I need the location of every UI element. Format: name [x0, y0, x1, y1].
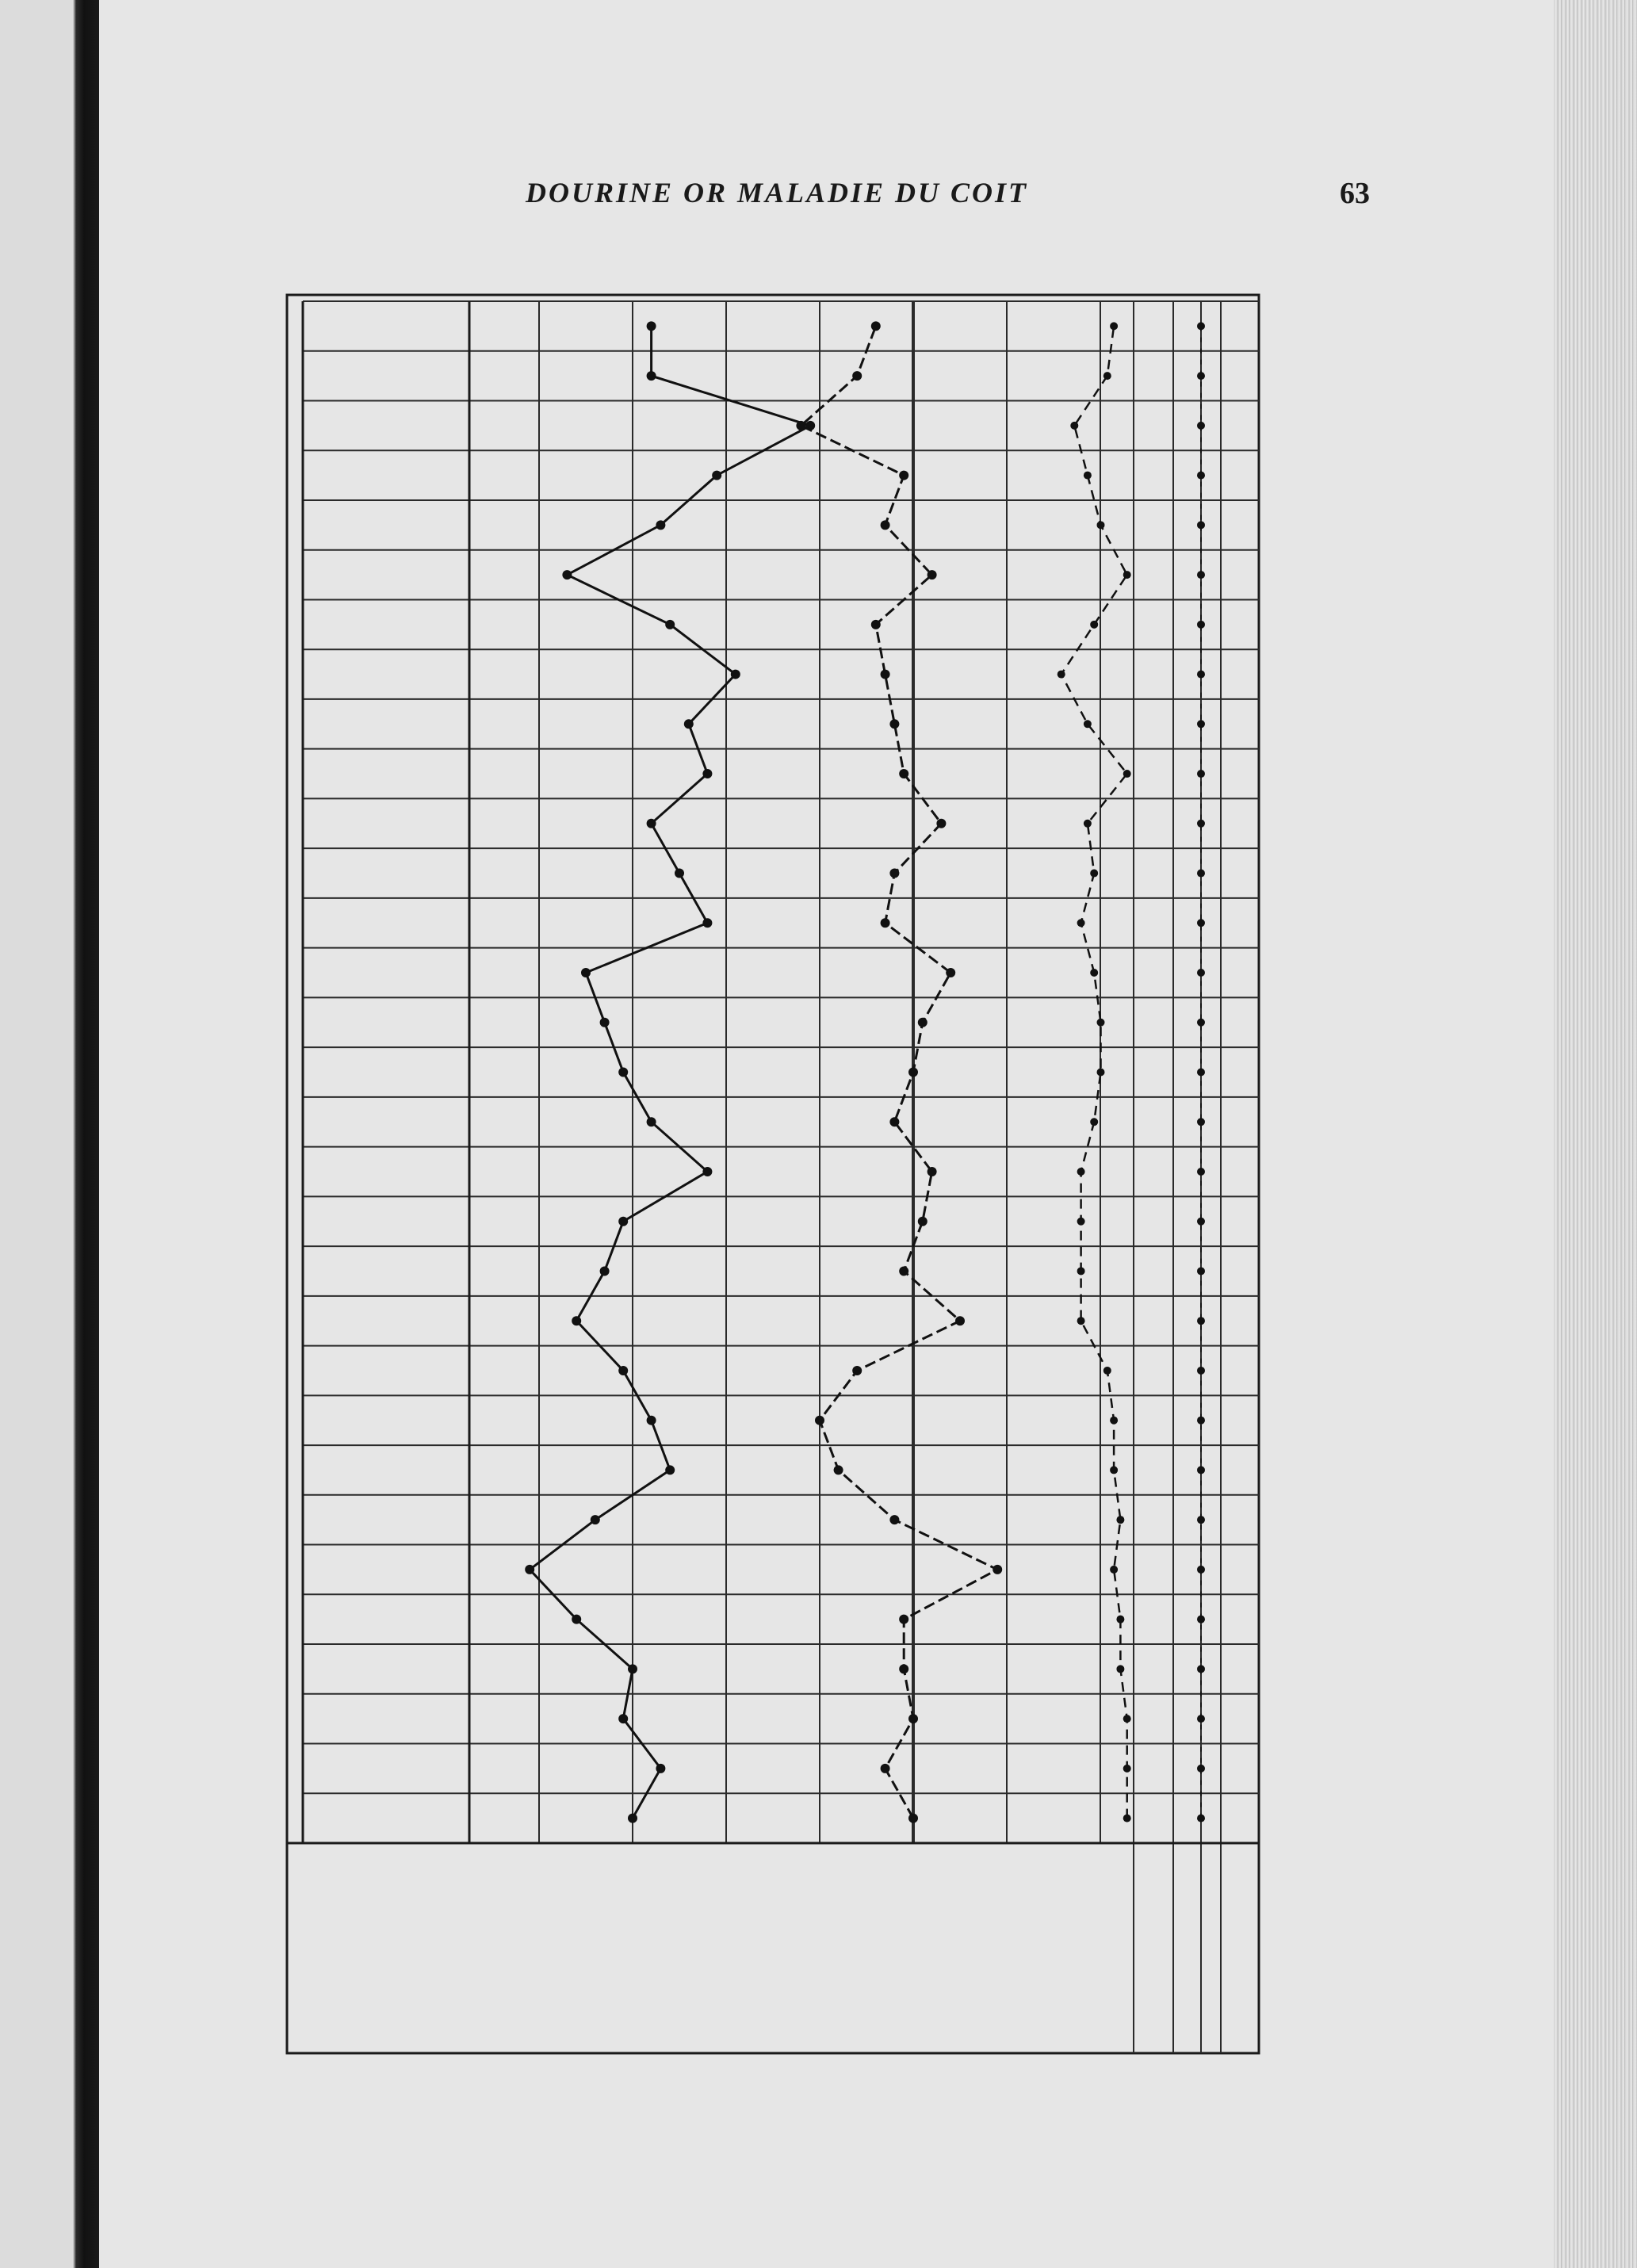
series-point-0	[591, 1515, 600, 1524]
series-point-1	[928, 570, 937, 579]
series-point-0	[581, 968, 591, 977]
series-point-0	[684, 719, 694, 729]
series-point-3	[1197, 571, 1205, 579]
series-point-1	[899, 1615, 908, 1624]
series-point-2	[1077, 1168, 1085, 1176]
series-point-0	[731, 670, 740, 679]
series-point-2	[1123, 1765, 1131, 1773]
series-point-3	[1197, 671, 1205, 679]
series-point-3	[1197, 919, 1205, 927]
series-point-0	[647, 1117, 656, 1126]
series-point-3	[1197, 770, 1205, 778]
series-point-1	[918, 1018, 928, 1027]
series-point-1	[881, 670, 890, 679]
chart-grid	[287, 295, 1259, 2053]
series-point-0	[647, 1416, 656, 1425]
series-point-0	[600, 1018, 610, 1027]
series-point-2	[1070, 422, 1078, 430]
series-point-2	[1084, 472, 1092, 480]
series-point-0	[618, 1366, 628, 1375]
series-point-3	[1197, 720, 1205, 728]
series-point-0	[572, 1615, 581, 1624]
series-point-2	[1123, 1815, 1131, 1822]
chart-frame	[287, 295, 1259, 2053]
series-point-3	[1197, 1516, 1205, 1524]
series-point-0	[665, 1465, 675, 1474]
series-point-2	[1077, 1218, 1085, 1226]
series-point-0	[647, 819, 656, 828]
series-point-0	[618, 1217, 628, 1226]
series-point-1	[889, 719, 899, 729]
series-point-2	[1090, 1118, 1098, 1126]
series-point-0	[665, 620, 675, 629]
series-point-1	[871, 321, 881, 331]
series-point-2	[1110, 322, 1118, 330]
series-point-1	[881, 918, 890, 927]
series-point-3	[1197, 1665, 1205, 1673]
series-point-1	[946, 968, 955, 977]
series-point-2	[1077, 1267, 1085, 1275]
series-point-0	[702, 918, 712, 927]
series-point-1	[899, 1266, 908, 1276]
series-point-2	[1084, 720, 1092, 728]
series-point-0	[656, 520, 665, 530]
series-point-1	[936, 819, 946, 828]
series-point-0	[647, 371, 656, 381]
series-point-0	[702, 769, 712, 778]
series-point-0	[572, 1316, 581, 1325]
series-point-1	[852, 1366, 862, 1375]
series-point-2	[1077, 919, 1085, 927]
series-point-2	[1103, 372, 1111, 380]
series-point-2	[1097, 521, 1105, 529]
series-point-1	[852, 371, 862, 381]
series-point-3	[1197, 1367, 1205, 1375]
series-point-3	[1197, 422, 1205, 430]
series-point-0	[618, 1714, 628, 1723]
series-point-2	[1097, 1019, 1105, 1027]
series-point-3	[1197, 1069, 1205, 1077]
series-point-1	[834, 1465, 843, 1474]
running-head: DOURINE OR MALADIE DU COIT	[525, 177, 1029, 208]
series-point-1	[881, 1764, 890, 1773]
series-point-2	[1084, 820, 1092, 828]
series-point-2	[1116, 1516, 1124, 1524]
series-point-2	[1090, 870, 1098, 878]
series-point-0	[675, 869, 684, 878]
series-point-1	[908, 1068, 918, 1077]
series-point-3	[1197, 1218, 1205, 1226]
series-point-1	[881, 520, 890, 530]
series-point-0	[600, 1266, 610, 1276]
series-point-1	[796, 421, 805, 430]
series-point-3	[1197, 1765, 1205, 1773]
series-point-1	[955, 1316, 965, 1325]
series-point-3	[1197, 1616, 1205, 1624]
series-point-3	[1197, 1317, 1205, 1325]
series-point-0	[618, 1068, 628, 1077]
series-point-3	[1197, 870, 1205, 878]
series-point-3	[1197, 1815, 1205, 1822]
series-point-3	[1197, 820, 1205, 828]
series-point-2	[1110, 1566, 1118, 1574]
series-point-3	[1197, 1168, 1205, 1176]
series-point-1	[918, 1217, 928, 1226]
series-point-3	[1197, 372, 1205, 380]
series-point-3	[1197, 322, 1205, 330]
series-point-1	[889, 869, 899, 878]
series-point-3	[1197, 1019, 1205, 1027]
series-point-1	[871, 620, 881, 629]
series-point-0	[702, 1167, 712, 1176]
series-point-2	[1110, 1417, 1118, 1425]
series-point-2	[1123, 571, 1131, 579]
series-point-0	[656, 1764, 665, 1773]
series-point-2	[1090, 969, 1098, 977]
series-point-1	[899, 769, 908, 778]
series-point-0	[525, 1565, 534, 1574]
series-point-2	[1123, 770, 1131, 778]
series-point-0	[628, 1664, 637, 1673]
series-point-2	[1090, 621, 1098, 629]
series-point-0	[712, 471, 721, 480]
series-point-1	[993, 1565, 1002, 1574]
series-point-1	[908, 1714, 918, 1723]
series-point-2	[1123, 1715, 1131, 1723]
series-point-0	[628, 1814, 637, 1823]
series-point-2	[1097, 1069, 1105, 1077]
series-point-2	[1110, 1466, 1118, 1474]
series-point-2	[1058, 671, 1065, 679]
series-point-3	[1197, 1118, 1205, 1126]
chart-series	[525, 321, 1205, 1822]
series-point-3	[1197, 521, 1205, 529]
series-point-3	[1197, 969, 1205, 977]
series-point-3	[1197, 1466, 1205, 1474]
series-point-2	[1103, 1367, 1111, 1375]
series-point-3	[1197, 1417, 1205, 1425]
series-point-1	[899, 1664, 908, 1673]
series-point-2	[1116, 1665, 1124, 1673]
series-point-1	[899, 471, 908, 480]
series-point-0	[562, 570, 572, 579]
series-point-1	[815, 1416, 824, 1425]
page-number: 63	[1340, 177, 1370, 210]
series-point-2	[1077, 1317, 1085, 1325]
series-point-0	[647, 321, 656, 331]
series-point-2	[1116, 1616, 1124, 1624]
series-point-1	[928, 1167, 937, 1176]
series-point-3	[1197, 621, 1205, 629]
series-point-3	[1197, 472, 1205, 480]
series-point-3	[1197, 1267, 1205, 1275]
series-point-3	[1197, 1566, 1205, 1574]
series-point-1	[889, 1117, 899, 1126]
series-point-1	[889, 1515, 899, 1524]
series-point-1	[908, 1814, 918, 1823]
series-point-3	[1197, 1715, 1205, 1723]
